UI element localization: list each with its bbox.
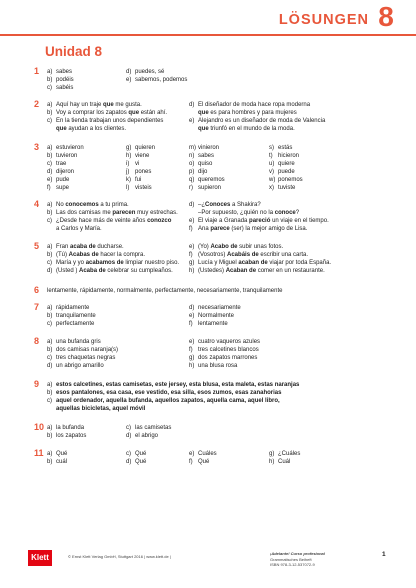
isbn: ISBN 978-3-12-537072-9 [270,562,315,567]
chapter-number: 8 [373,0,399,34]
exercise-number: 5 [34,241,40,251]
answer: puedes, sé [135,69,165,75]
exercise-number: 1 [34,66,40,76]
exercise-number: 3 [34,142,40,152]
answer: sabemos, podemos [135,77,188,83]
page-number: 1 [382,551,386,558]
answers-col-2: g) quieren h) viene i) vi j) pones k) fui l) visteis [126,145,156,191]
header-title: LÖSUNGEN [278,12,369,28]
page-footer [0,540,416,588]
exercise-3 [34,144,394,194]
answer: podéis [56,77,74,83]
answers-col-4: s) estás t) hicieron u) quiere v) puede w) ponemos x) tuviste [269,145,303,191]
exercise-number: 2 [34,99,40,109]
exercise-number: 6 [34,285,40,295]
header-divider [0,34,416,36]
exercise-number: 4 [34,199,40,209]
exercise-number: 9 [34,379,40,389]
answers-col-3: m) vinieron n) sabes o) quiso p) dijo q) queremos r) supieron [189,145,225,191]
book-title: ¡Adelante! Curso profesional [270,551,325,556]
answer: sabes [56,69,73,75]
page-header [0,0,416,42]
exercise-11: 11 a) Qué b) cuál c) Qué d) Qué e) Cuáles f) Qué g) ¿Cuáles h) Cuál [34,448,301,465]
unit-title: Unidad 8 [45,44,103,59]
exercise-10: 10 a) la bufanda b) los zapatos c) las camisetas d) el abrigo [34,422,172,439]
copyright-text: © Ernst Klett Verlag GmbH, Stuttgart 2016 | www.klett.de | [68,554,171,559]
exercise-7: 7 a) rápidamente b) tranquilamente c) perfectamente d) necesariamente e) Normalmente f) lentamente [34,302,241,327]
klett-logo: Klett [28,550,52,566]
answers-col-1: a) estuvieron b) tuvieron c) trae d) dijeron e) pude f) supe [47,145,84,191]
exercise-6 [34,287,394,297]
exercise-number: 11 [34,448,44,458]
answer: sabéis [56,85,74,91]
answer-text: lentamente, rápidamente, normalmente, perfectamente, necesariamente, tranquilamente [47,288,283,294]
exercise-8: 8 a) una bufanda gris b) dos camisas naranja(s) c) tres chaquetas negras d) un abrigo amarillo e) cuatro vaqueros azules f) tres calcetines blancos g) dos zapatos marrones h) una blusa rosa [34,336,261,369]
exercise-2: 2 a) Aquí hay un traje que me gusta. b) Voy a comprar los zapatos que están ahí. c) En la tienda trabajan unos dependientes que ayudan a los clientes. d) El diseñador de moda hace ropa moderna que es para hombres y para mujeres e) Alejandro es un diseñador de moda de Valencia que triunfó en el mundo de la moda. [34,99,326,132]
exercise-4: 4 a) No conocemos a tu prima. b) Las dos camisas me parecen muy estrechas. c) ¿Desde hace más de veinte años conozco a Carlos y María. d) –¿Conoces a Shakira? –Por supuesto, ¿quién no la conoce? e) El viaje a Granada pareció un viaje en el tiempo. f) Ana parece (ser) la mejor amigo de Lisa. [34,199,329,232]
exercise-9: 9 a) estos calcetines, estas camisetas, este jersey, esta blusa, esta maleta, estas naranjas b) esos pantalones, esa casa, ese vestido, esa silla, esos zumos, esas zanahorias c) aquel ordenador, aquella bufanda, aquellos zapatos, aquella cama, aquel libro, aquellas bicicletas, aquel móvil [34,379,300,412]
exercise-5: 5 a) Fran acaba de ducharse. b) (Tú) Acabas de hacer la compra. c) María y yo acabamos de limpiar nuestro piso. d) (Usted ) Acaba de celebrar su cumpleaños. e) (Yo) Acabo de subir unas fotos. f) (Vosotros) Acabáis de escribir una carta. g) Lucía y Miguel acaban de viajar por toda España. h) (Ustedes) Acaban de comer en un restaurante. [34,241,332,274]
book-subtitle: Grammatisches Beiheft [270,556,312,562]
exercise-number: 8 [34,336,40,346]
exercise-number: 7 [34,302,40,312]
book-info [270,551,325,568]
exercise-1: 1 a) sabes b) podéis c) sabéis d) puedes, sé e) sabemos, podemos [34,66,188,91]
exercise-number: 10 [34,422,45,432]
